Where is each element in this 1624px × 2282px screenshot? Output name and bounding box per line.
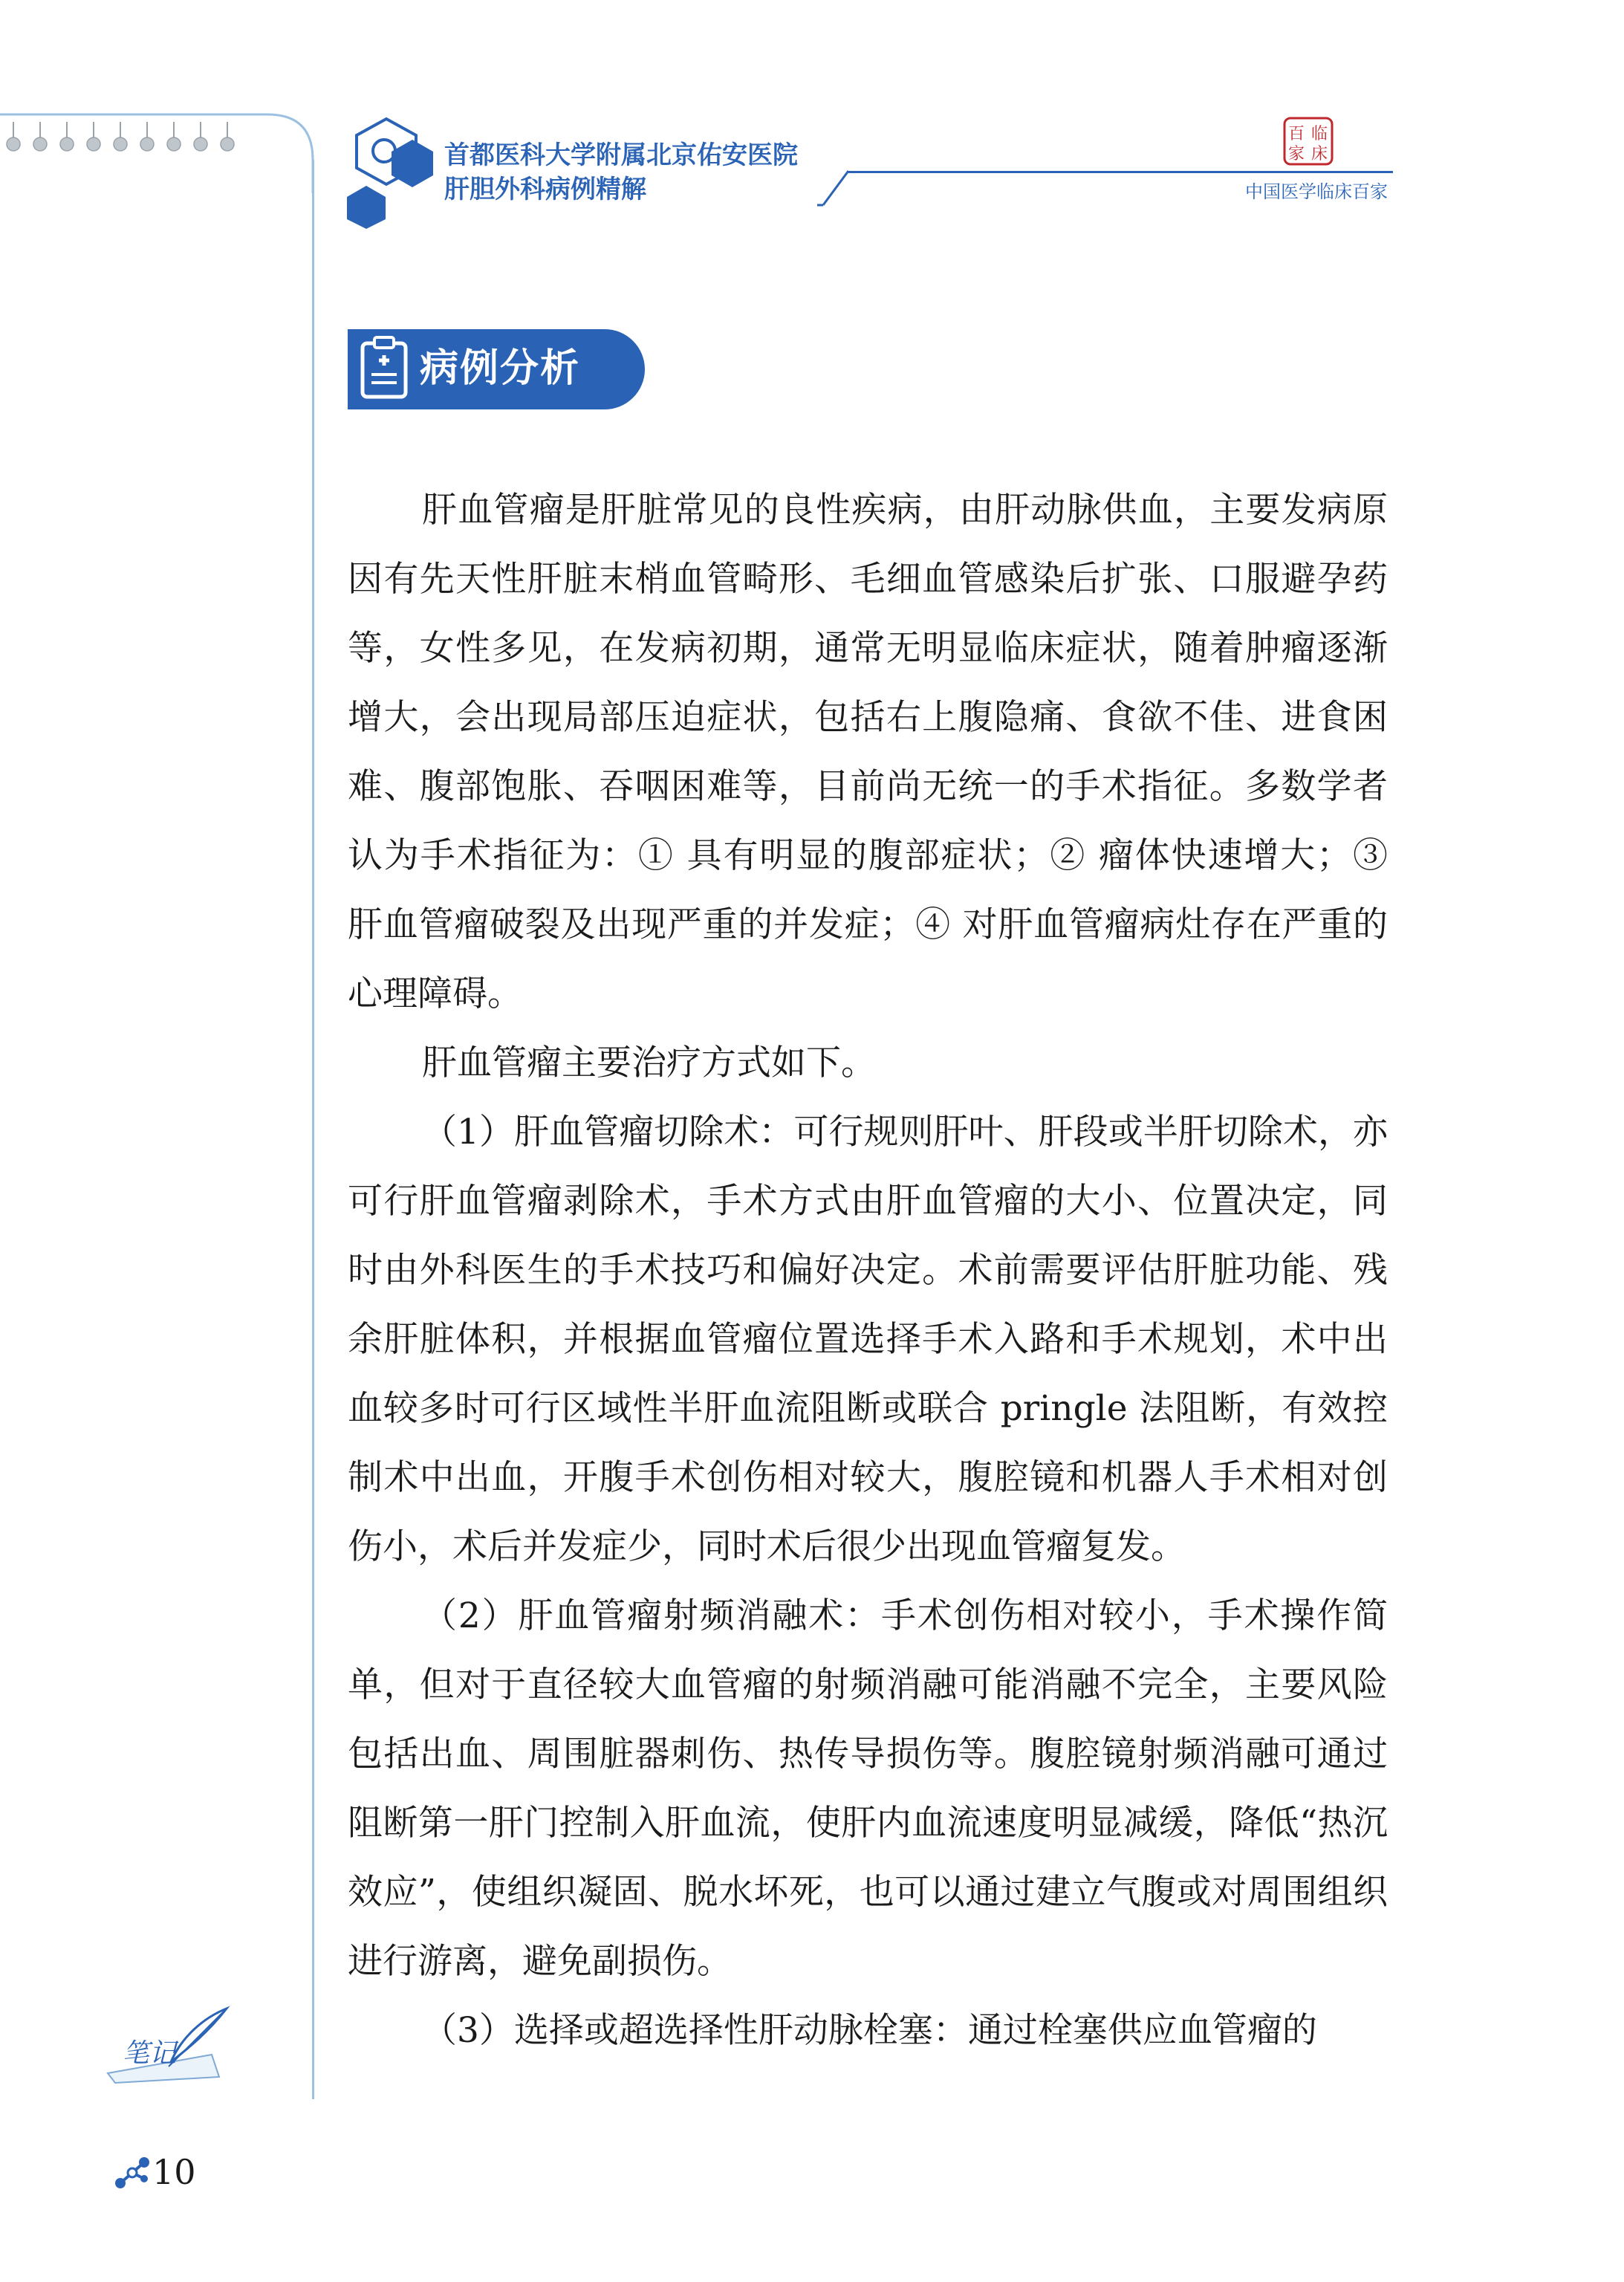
header-slant	[817, 169, 862, 207]
header-hexagon-logo-icon	[338, 117, 435, 229]
series-name: 中国医学临床百家	[1245, 181, 1388, 202]
svg-text:临: 临	[1310, 125, 1328, 143]
body-text	[348, 476, 1388, 2065]
paragraph: （2）肝血管瘤射频消融术：手术创伤相对较小，手术操作简单，但对于直径较大血管瘤的射频消融可能消融不完全，主要风险包括出血、周围脏器刺伤、热传导损伤等。腹腔镜射频消融可通过阻断第一肝门控制入肝血流，使肝内血流速度明显减缓，降低“热沉效应”，使组织凝固、脱水坏死，也可以通过建立气腹或对周围组织进行游离，避免副损伤。	[348, 1595, 1388, 1982]
header-title	[444, 138, 798, 207]
svg-text:床: 床	[1310, 145, 1328, 163]
svg-text:百: 百	[1287, 125, 1305, 143]
paragraph: 肝血管瘤是肝脏常见的良性疾病，由肝动脉供血，主要发病原因有先天性肝脏末梢血管畸形、毛细血管感染后扩张、口服避孕药等，女性多见，在发病初期，通常无明显临床症状，随着肿瘤逐渐增大，会出现局部压迫症状，包括右上腹隐痛、食欲不佳、进食困难、腹部饱胀、吞咽困难等，目前尚无统一的手术指征。多数学者认为手术指征为：① 具有明显的腹部症状；② 瘤体快速增大；③ 肝血管瘤破裂及出现严重的并发症；④ 对肝血管瘤病灶存在严重的心理障碍。	[348, 490, 1388, 1014]
seal-logo	[1283, 117, 1334, 166]
header-rule	[847, 171, 1393, 173]
paragraph: （3）选择或超选择性肝动脉栓塞：通过栓塞供应血管瘤的	[422, 2010, 1317, 2051]
svg-text:家: 家	[1287, 145, 1305, 163]
header-title-line2: 肝胆外科病例精解	[444, 175, 646, 204]
paragraph: （1）肝血管瘤切除术：可行规则肝叶、肝段或半肝切除术，亦可行肝血管瘤剥除术，手术方式由肝血管瘤的大小、位置决定，同时由外科医生的手术技巧和偏好决定。术前需要评估肝脏功能、残余肝脏体积，并根据血管瘤位置选择手术入路和手术规划，术中出血较多时可行区域性半肝血流阻断或联合 pringle 法阻断，有效控制术中出血，开腹手术创伤相对较大，腹腔镜和机器人手术相对创伤小，术后并发症少，同时术后很少出现血管瘤复发。	[348, 1112, 1388, 1567]
header-title-line1: 首都医科大学附属北京佑安医院	[444, 140, 798, 170]
notes-label: 笔记	[123, 2038, 177, 2069]
paragraph: 肝血管瘤主要治疗方式如下。	[422, 1043, 876, 1083]
margin-curve	[0, 104, 327, 193]
margin-rule	[312, 160, 314, 2099]
notes-quill-icon	[100, 2003, 234, 2084]
molecule-icon	[111, 2152, 152, 2193]
page-number: 10	[152, 2152, 196, 2192]
section-title: 病例分析	[420, 346, 581, 391]
clipboard-icon	[355, 334, 413, 403]
